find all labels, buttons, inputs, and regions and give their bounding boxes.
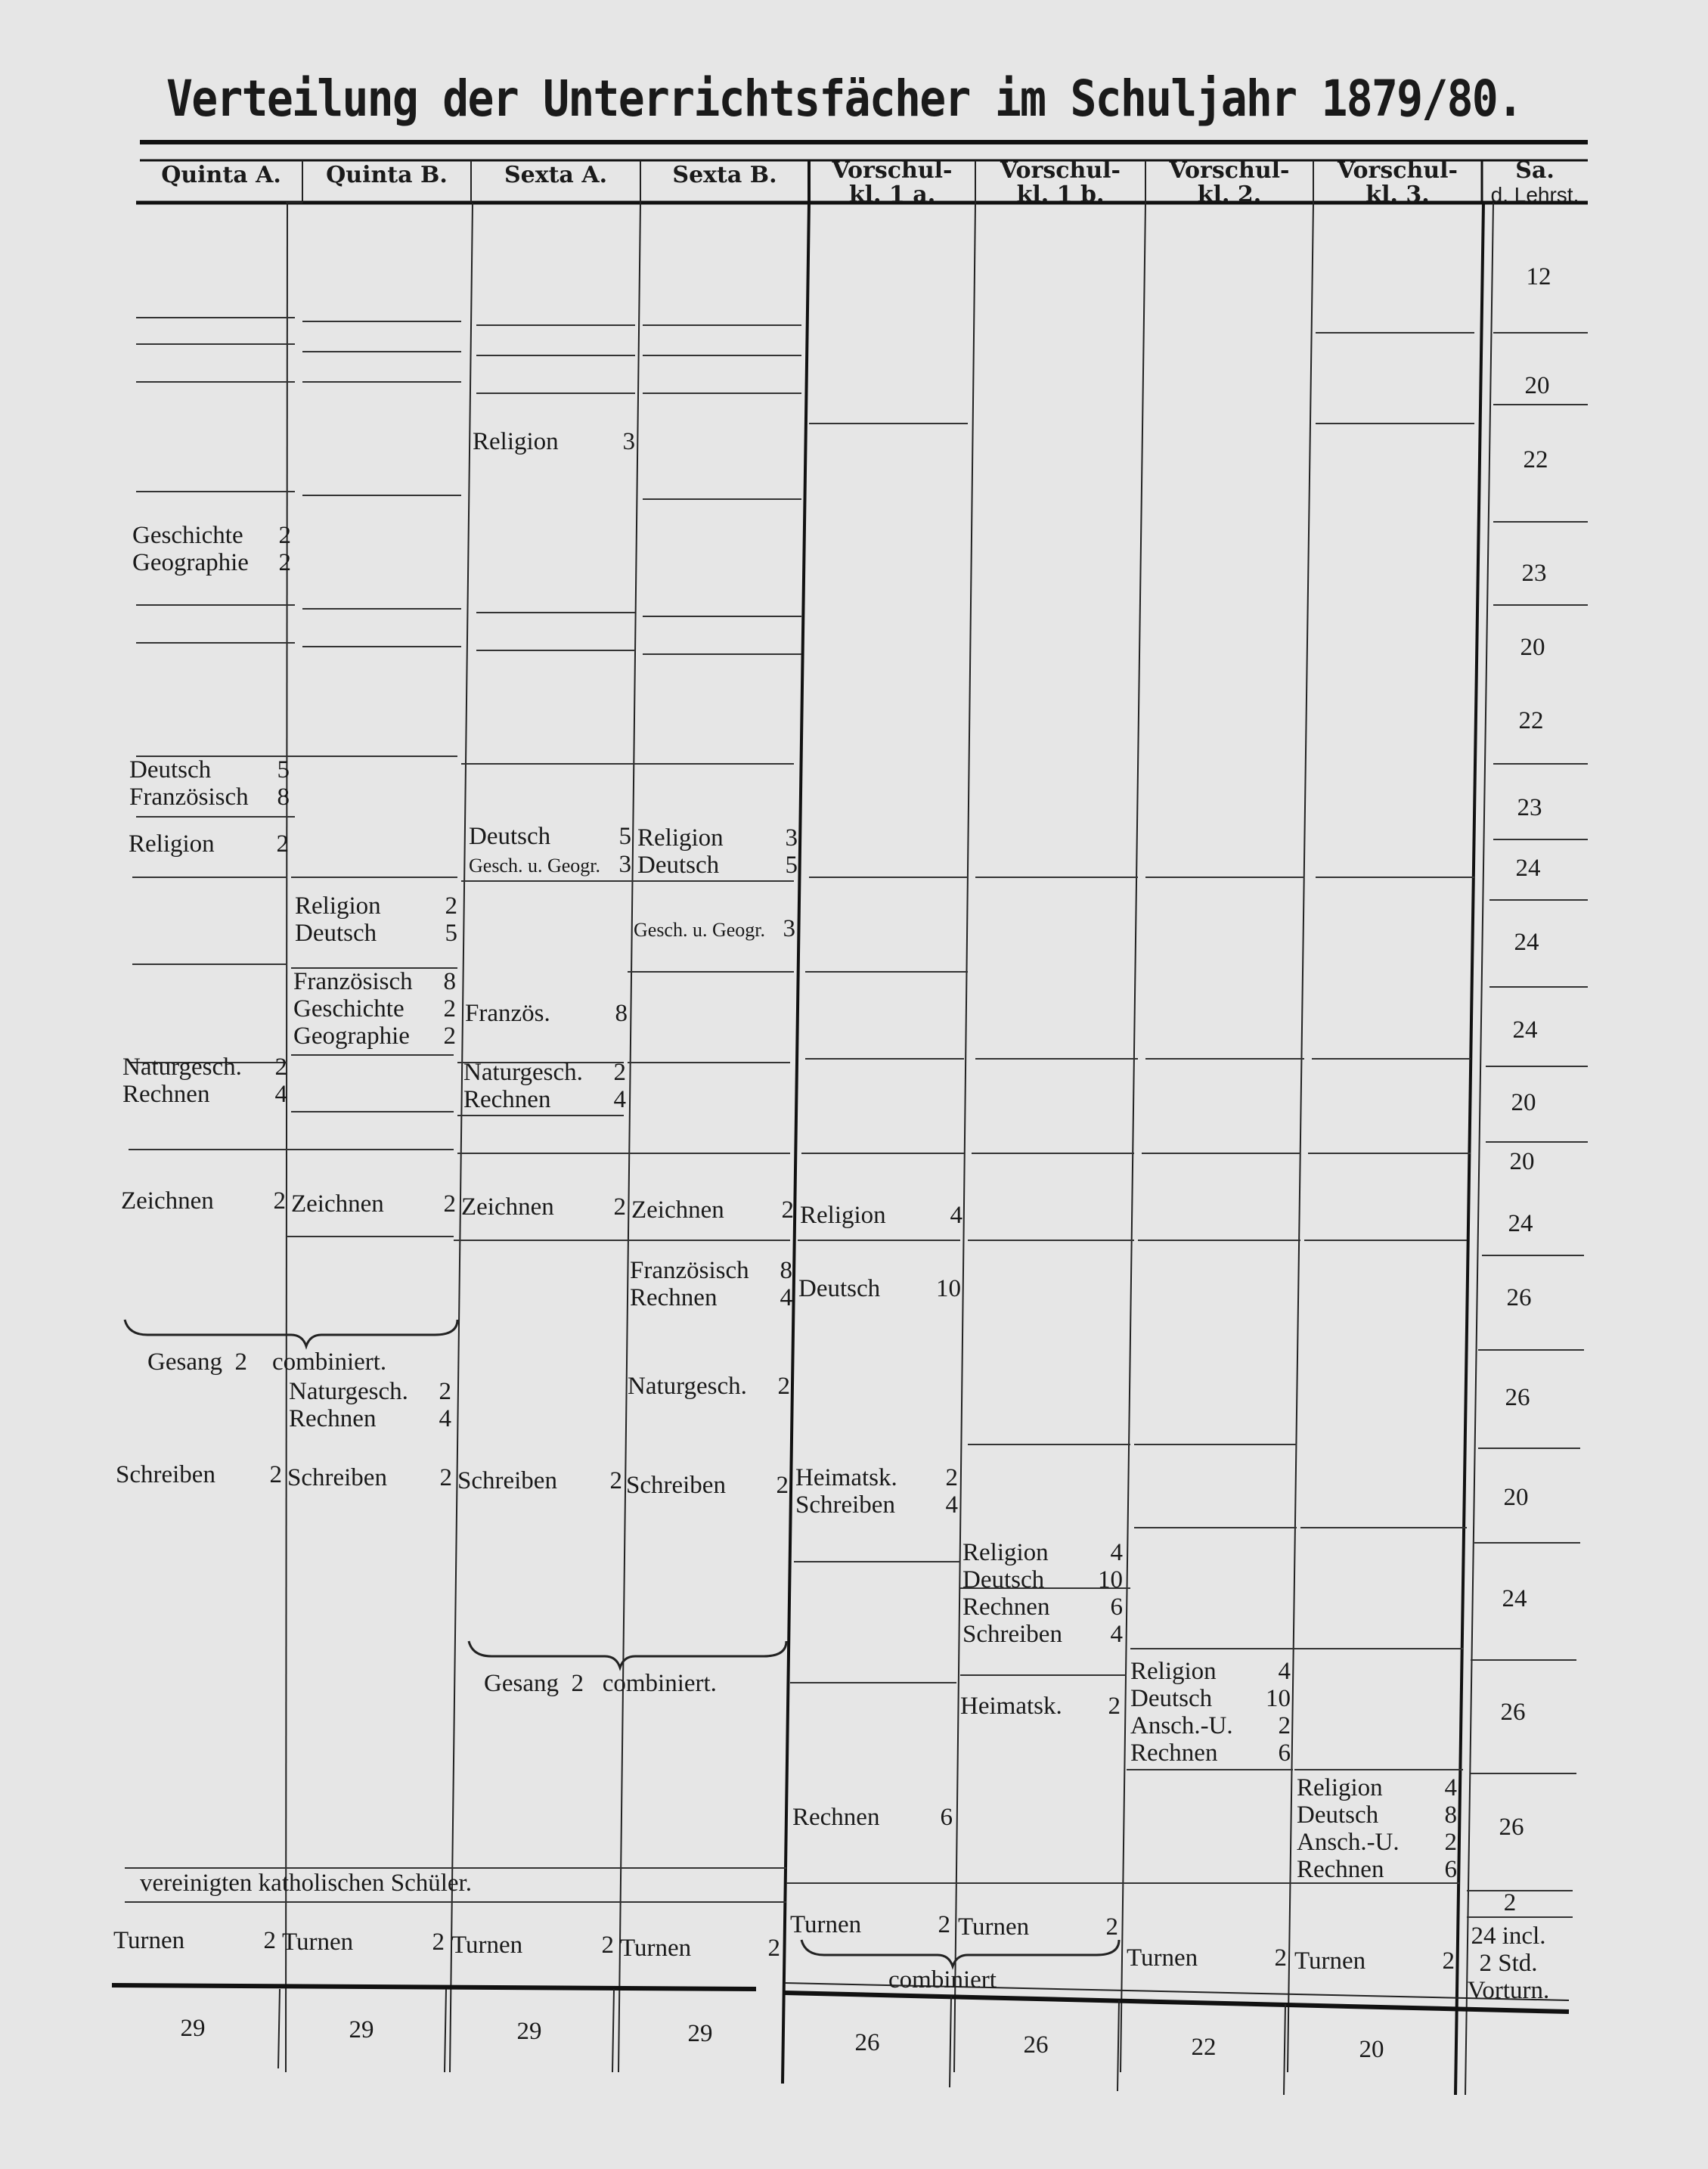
column-header-vorschulkl-1b: Vorschul- kl. 1 b. [1000,157,1121,208]
column-total: 29 [687,2020,713,2047]
subject-entry: Rechnen 4 [122,1081,287,1108]
subject-entry: Religion 4 [800,1202,962,1229]
subject-entry: Ansch.-U. 2 [1297,1829,1457,1856]
subject-entry: Deutsch 10 [962,1566,1123,1593]
subject-entry: Turnen 2 [1127,1944,1287,1972]
subject-entry: Deutsch 8 [1297,1801,1457,1829]
subject-entry: Geschichte 2 [293,995,456,1022]
subject-entry: Rechnen 6 [962,1593,1123,1621]
subject-entry: Turnen 2 [1294,1947,1455,1975]
subject-entry: Französisch 8 [129,784,290,811]
combined-note: combiniert [888,1966,997,1994]
subject-entry: Rechnen 6 [1297,1856,1457,1883]
subject-entry: Zeichnen 2 [631,1196,794,1224]
column-total: 29 [349,2016,374,2043]
subject-entry: Rechnen 4 [463,1086,626,1113]
subject-entry: Deutsch 5 [637,852,798,879]
column-header-quinta-a: Quinta A. [161,162,281,188]
subject-entry: Heimatsk. 2 [960,1693,1121,1720]
hours-sum: 20 [1511,1089,1536,1116]
subject-entry: Naturgesch. 2 [463,1059,626,1086]
column-total: 29 [180,2015,206,2042]
column-header-sexta-b: Sexta B. [672,162,777,188]
page-title: Verteilung der Unterrichtsfächer im Schuljahr 1879/80. [166,70,1523,128]
hours-sum: 20 [1509,1148,1535,1175]
column-header-vorschulkl-1a: Vorschul- kl. 1 a. [832,157,953,208]
hours-sum: 24 [1508,1210,1533,1237]
column-header-quinta-b: Quinta B. [326,162,448,188]
hours-sum: 24 [1515,855,1541,882]
subject-entry: Gesch. u. Geogr. 3 [469,851,631,878]
column-header-vorschulkl-3: Vorschul- kl. 3. [1338,157,1458,208]
subject-entry: Französ. 8 [465,1000,628,1027]
hours-sum: 12 [1526,263,1551,290]
hours-sum: 26 [1505,1384,1530,1411]
subject-entry: Deutsch 5 [295,920,457,947]
subject-entry: Turnen 2 [958,1913,1118,1941]
subject-entry: Turnen 2 [620,1935,780,1962]
subject-entry: Deutsch 5 [129,756,290,784]
hours-sum: 26 [1506,1284,1532,1311]
hours-sum: 23 [1521,560,1547,587]
subject-entry: Zeichnen 2 [461,1193,626,1221]
column-total: 20 [1359,2036,1384,2063]
combined-note: Gesang 2 combiniert. [484,1670,717,1697]
subject-entry: Turnen 2 [282,1929,445,1956]
subject-entry: Schreiben 2 [116,1461,282,1488]
subject-entry: Geschichte 2 [132,522,291,549]
subject-entry: Turnen 2 [790,1911,950,1938]
hours-sum: 26 [1500,1699,1526,1726]
column-total: 26 [1023,2031,1049,2059]
hours-sum-turnen: 24 incl. 2 Std. Vorturn. [1467,1922,1550,2004]
subject-entry: Geographie 2 [132,549,291,576]
subject-entry: Deutsch 10 [1130,1685,1291,1712]
subject-entry: Deutsch 10 [798,1275,961,1302]
column-total: 26 [854,2029,880,2056]
subject-entry: Deutsch 5 [469,823,631,850]
subject-entry: Ansch.-U. 2 [1130,1712,1291,1739]
subject-entry: Rechnen 6 [1130,1739,1291,1767]
subject-entry: Religion 3 [473,428,635,455]
subject-entry: Schreiben 2 [287,1464,452,1491]
hours-sum: 26 [1499,1814,1524,1841]
subject-entry: Religion 2 [129,830,289,858]
catholic-students-note: vereinigten katholischen Schüler. [140,1870,472,1897]
hours-sum: 22 [1523,446,1548,473]
subject-entry: Religion 3 [637,824,798,852]
column-header-vorschulkl-2: Vorschul- kl. 2. [1169,157,1290,208]
subject-entry: Schreiben 2 [457,1467,622,1494]
subject-entry: Rechnen 6 [792,1804,953,1831]
subject-entry: Gesch. u. Geogr. 3 [634,915,795,942]
subject-entry: Religion 2 [295,892,457,920]
hours-sum: 24 [1514,929,1539,956]
hours-sum: 20 [1503,1484,1529,1511]
hours-sum: 24 [1512,1016,1538,1044]
subject-entry: Religion 4 [1130,1658,1291,1685]
hours-sum: 20 [1524,372,1550,399]
subject-entry: Turnen 2 [451,1932,614,1959]
subject-entry: Heimatsk. 2 [795,1464,958,1491]
hours-sum: 24 [1502,1585,1527,1612]
hours-sum: 20 [1520,634,1545,661]
subject-entry: Schreiben 2 [626,1472,789,1499]
hours-sum: 2 [1503,1889,1517,1916]
column-header-sexta-a: Sexta A. [504,162,608,188]
subject-entry: Geographie 2 [293,1022,456,1050]
subject-entry: Schreiben 4 [795,1491,958,1519]
subject-entry: Naturgesch. 2 [289,1378,451,1405]
subject-entry: Zeichnen 2 [121,1187,286,1215]
column-total: 29 [516,2018,542,2045]
hours-sum: 23 [1517,794,1542,821]
subject-entry: Rechnen 4 [289,1405,451,1432]
subject-entry: Naturgesch. 2 [628,1373,790,1400]
subject-entry: Naturgesch. 2 [122,1053,287,1081]
subject-entry: Rechnen 4 [630,1284,792,1311]
column-header-sum: Sa. d. Lehrst. [1490,157,1579,206]
subject-entry: Französisch 8 [630,1257,792,1284]
subject-entry: Schreiben 4 [962,1621,1123,1648]
subject-entry: Französisch 8 [293,968,456,995]
subject-entry: Turnen 2 [113,1927,276,1954]
hours-sum: 22 [1518,707,1544,734]
subject-entry: Zeichnen 2 [291,1190,456,1218]
subject-entry: Religion 4 [962,1539,1123,1566]
column-total: 22 [1191,2034,1217,2061]
combined-note: Gesang 2 combiniert. [147,1348,387,1376]
subject-entry: Religion 4 [1297,1774,1457,1801]
